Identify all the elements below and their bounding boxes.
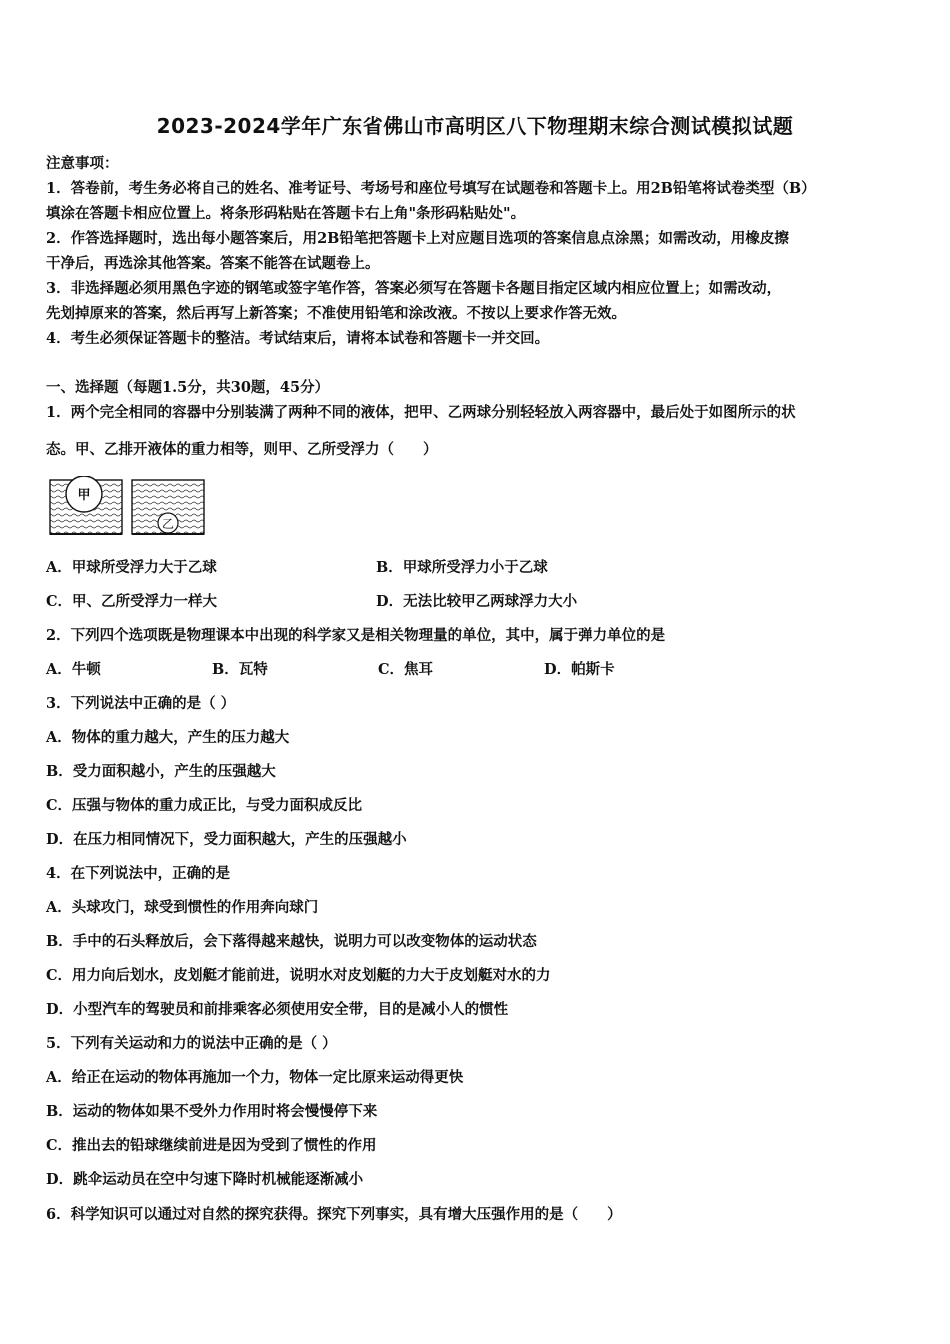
q1-option-d: D．无法比较甲乙两球浮力大小 [376,593,578,610]
notice-line-2b: 干净后，再选涂其他答案。答案不能答在试题卷上。 [46,255,380,272]
q1-figure [48,476,208,538]
q5-stem: 5．下列有关运动和力的说法中正确的是（ ） [46,1035,337,1052]
ball-yi-label: 乙 [161,517,175,531]
q5-option-c: C．推出去的铅球继续前进是因为受到了惯性的作用 [46,1137,377,1154]
q5-option-a: A．给正在运动的物体再施加一个力，物体一定比原来运动得更快 [46,1069,464,1086]
notice-line-4: 4．考生必须保证答题卡的整洁。考试结束后，请将本试卷和答题卡一并交回。 [46,330,550,347]
notice-line-1b: 填涂在答题卡相应位置上。将条形码粘贴在答题卡右上角"条形码粘贴处"。 [46,205,526,222]
q3-option-a: A．物体的重力越大，产生的压力越大 [46,729,290,746]
ball-jia-label: 甲 [77,488,91,503]
q2-option-c: C．焦耳 [378,661,434,678]
q4-stem: 4．在下列说法中，正确的是 [46,865,231,882]
q4-option-c: C．用力向后划水，皮划艇才能前进，说明水对皮划艇的力大于皮划艇对水的力 [46,967,551,984]
section-heading: 一、选择题（每题1.5分，共30题，45分） [46,379,330,396]
notice-heading: 注意事项： [46,155,119,172]
q5-option-b: B．运动的物体如果不受外力作用时将会慢慢停下来 [46,1103,378,1120]
q4-option-a: A．头球攻门，球受到惯性的作用奔向球门 [46,899,319,916]
q5-option-d: D．跳伞运动员在空中匀速下降时机械能逐渐减小 [46,1171,364,1188]
q1-stem-b: 态。甲、乙排开液体的重力相等，则甲、乙所受浮力（ ） [46,441,438,458]
q2-option-b: B．瓦特 [212,661,268,678]
notice-line-3b: 先划掉原来的答案，然后再写上新答案；不准使用铅笔和涂改液。不按以上要求作答无效。 [46,305,626,322]
q3-stem: 3．下列说法中正确的是（ ） [46,695,236,712]
q3-option-d: D．在压力相同情况下，受力面积越大，产生的压强越小 [46,831,407,848]
q1-stem-a: 1．两个完全相同的容器中分别装满了两种不同的液体，把甲、乙两球分别轻轻放入两容器中，最后处于如图所示的状 [46,404,796,421]
notice-line-1a: 1．答卷前，考生务必将自己的姓名、准考证号、考场号和座位号填写在试题卷和答题卡上。用2B铅笔将试卷类型（B） [46,180,816,197]
q3-option-c: C．压强与物体的重力成正比，与受力面积成反比 [46,797,363,814]
q3-option-b: B．受力面积越小，产生的压强越大 [46,763,276,780]
q4-option-b: B．手中的石头释放后，会下落得越来越快，说明力可以改变物体的运动状态 [46,933,537,950]
q2-stem: 2．下列四个选项既是物理课本中出现的科学家又是相关物理量的单位，其中，属于弹力单位的是 [46,627,666,644]
q6-stem: 6．科学知识可以通过对自然的探究获得。探究下列事实，具有增大压强作用的是（ ） [46,1206,622,1223]
q4-option-d: D．小型汽车的驾驶员和前排乘客必须使用安全带，目的是减小人的惯性 [46,1001,509,1018]
q1-option-c: C．甲、乙所受浮力一样大 [46,593,218,610]
q1-option-b: B．甲球所受浮力小于乙球 [376,559,548,576]
page-title: 2023-2024学年广东省佛山市高明区八下物理期末综合测试模拟试题 [156,114,794,138]
q1-option-a: A．甲球所受浮力大于乙球 [46,559,217,576]
q2-option-d: D．帕斯卡 [544,661,615,678]
notice-line-3a: 3．非选择题必须用黑色字迹的钢笔或签字笔作答，答案必须写在答题卡各题目指定区域内相应位置上；如需改动， [46,280,782,297]
q2-option-a: A．牛顿 [46,661,101,678]
notice-line-2a: 2．作答选择题时，选出每小题答案后，用2B铅笔把答题卡上对应题目选项的答案信息点涂黑；如需改动，用橡皮擦 [46,230,789,247]
